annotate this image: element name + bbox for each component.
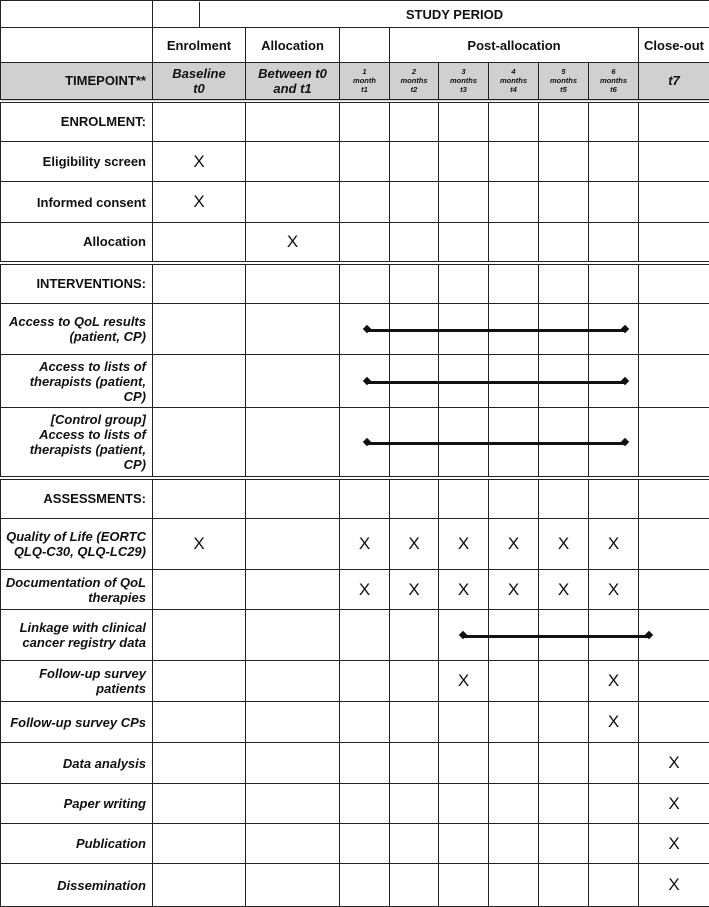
row-label: Allocation	[1, 223, 153, 263]
schedule-cell	[589, 702, 639, 743]
schedule-cell	[539, 478, 589, 519]
timepoint-7	[589, 63, 639, 101]
timepoint-5	[489, 63, 539, 101]
mark-x: X	[668, 875, 680, 894]
schedule-cell	[390, 263, 439, 304]
schedule-cell	[390, 519, 439, 570]
mark-x: X	[668, 793, 680, 813]
schedule-cell	[246, 661, 340, 702]
schedule-cell	[589, 784, 639, 824]
schedule-cell	[340, 610, 390, 661]
schedule-cell	[153, 661, 246, 702]
row-label: Linkage with clinical cancer registry data	[1, 610, 153, 661]
timepoint-text: t1	[361, 85, 368, 95]
schedule-cell	[589, 263, 639, 304]
schedule-cell	[153, 223, 246, 263]
schedule-cell	[539, 182, 589, 223]
schedule-cell	[489, 519, 539, 570]
table-row	[1, 570, 709, 610]
schedule-cell	[246, 824, 340, 864]
schedule-cell	[153, 142, 246, 182]
schedule-cell	[489, 824, 539, 864]
schedule-cell	[390, 702, 439, 743]
timepoint-text: 3	[461, 67, 466, 77]
schedule-cell	[246, 570, 340, 610]
mark-x: X	[557, 579, 570, 599]
timepoint-6	[539, 63, 589, 101]
timepoint-3	[390, 63, 439, 101]
timepoint-1	[246, 63, 340, 101]
table-row	[1, 263, 709, 304]
row-label: Follow-up survey patients	[1, 661, 153, 702]
schedule-cell	[340, 864, 390, 907]
schedule-cell	[246, 101, 340, 142]
duration-bar	[367, 381, 625, 384]
duration-bar	[367, 329, 625, 332]
mark-x: X	[607, 534, 620, 553]
schedule-cell	[390, 101, 439, 142]
table-row	[1, 182, 709, 223]
schedule-cell	[439, 101, 489, 142]
schedule-cell	[246, 702, 340, 743]
schedule-cell	[153, 824, 246, 864]
schedule-cell	[539, 519, 589, 570]
mark-x: X	[193, 192, 205, 211]
schedule-cell	[639, 661, 709, 702]
schedule-cell	[246, 784, 340, 824]
timepoint-text: t5	[560, 85, 567, 95]
schedule-cell	[589, 824, 639, 864]
table-row	[1, 864, 709, 907]
timepoint-text: months	[549, 76, 578, 86]
schedule-cell	[489, 661, 539, 702]
schedule-cell	[539, 142, 589, 182]
schedule-cell	[153, 702, 246, 743]
schedule-cell	[639, 519, 709, 570]
schedule-cell	[539, 743, 589, 784]
schedule-cell	[390, 661, 439, 702]
schedule-cell	[390, 864, 439, 907]
schedule-cell	[489, 142, 539, 182]
schedule-cell	[639, 408, 709, 478]
schedule-cell	[340, 101, 390, 142]
phase-enrolment: Enrolment	[153, 28, 246, 63]
phase-post-allocation: Post-allocation	[390, 28, 639, 63]
timepoint-text: t7	[668, 73, 680, 89]
schedule-cell	[489, 864, 539, 907]
schedule-cell	[340, 182, 390, 223]
schedule-cell	[153, 610, 246, 661]
schedule-cell	[153, 743, 246, 784]
row-label: Follow-up survey CPs	[1, 702, 153, 743]
timepoint-text: months	[449, 76, 478, 86]
row-label: ASSESSMENTS:	[1, 478, 153, 519]
schedule-cell	[153, 519, 246, 570]
timepoint-0	[153, 63, 246, 101]
schedule-cell	[153, 355, 246, 408]
row-label: Dissemination	[1, 864, 153, 907]
timepoint-text: Baseline	[172, 65, 226, 81]
row-label: Documentation of QoL therapies	[1, 570, 153, 610]
schedule-cell	[539, 570, 589, 610]
schedule-cell	[390, 743, 439, 784]
schedule-cell	[639, 263, 709, 304]
schedule-cell	[639, 824, 709, 864]
schedule-cell	[439, 702, 489, 743]
schedule-cell	[246, 478, 340, 519]
schedule-cell	[390, 142, 439, 182]
schedule-cell	[246, 610, 340, 661]
row-label: Paper writing	[1, 784, 153, 824]
schedule-cell	[246, 304, 340, 355]
mark-x: X	[408, 579, 420, 599]
row-label: Access to QoL results (patient, CP)	[1, 304, 153, 355]
mark-x: X	[507, 579, 520, 599]
schedule-cell	[246, 408, 340, 478]
timepoint-text: t0	[193, 80, 205, 96]
mark-x: X	[286, 231, 299, 251]
timepoint-text: months	[499, 76, 528, 86]
schedule-cell	[246, 182, 340, 223]
schedule-cell	[340, 142, 390, 182]
schedule-cell	[153, 263, 246, 304]
row-label: Eligibility screen	[1, 142, 153, 182]
schedule-cell	[390, 610, 439, 661]
schedule-cell	[489, 743, 539, 784]
schedule-cell	[489, 570, 539, 610]
table-row	[1, 519, 709, 570]
schedule-cell	[439, 263, 489, 304]
schedule-cell	[589, 223, 639, 263]
timepoint-text: t3	[460, 85, 467, 95]
schedule-cell	[539, 223, 589, 263]
schedule-cell	[539, 864, 589, 907]
schedule-cell	[489, 784, 539, 824]
mark-x: X	[607, 579, 620, 599]
schedule-cell	[390, 182, 439, 223]
timepoint-8	[639, 63, 709, 101]
schedule-cell	[639, 784, 709, 824]
schedule-cell	[340, 661, 390, 702]
timepoint-text: 4	[511, 67, 516, 77]
row-label: Access to lists of therapists (patient, CP)	[1, 355, 153, 408]
schedule-cell	[589, 478, 639, 519]
schedule-cell	[589, 743, 639, 784]
schedule-cell	[246, 223, 340, 263]
schedule-cell	[153, 101, 246, 142]
mark-x: X	[557, 534, 570, 553]
table-row	[1, 784, 709, 824]
duration-bar	[367, 442, 625, 445]
schedule-cell	[439, 661, 489, 702]
schedule-cell	[589, 142, 639, 182]
schedule-cell	[439, 478, 489, 519]
schedule-cell	[489, 223, 539, 263]
table-row	[1, 101, 709, 142]
row-label: Quality of Life (EORTC QLQ-C30, QLQ-LC29)	[1, 519, 153, 570]
timepoint-text: t2	[410, 85, 418, 95]
timepoint-text: 2	[411, 67, 417, 77]
schedule-cell	[439, 743, 489, 784]
timepoint-text: Between t0	[258, 65, 327, 81]
schedule-cell	[340, 702, 390, 743]
schedule-cell	[539, 101, 589, 142]
schedule-cell	[340, 743, 390, 784]
schedule-cell	[439, 570, 489, 610]
row-label: Publication	[1, 824, 153, 864]
schedule-cell	[639, 355, 709, 408]
schedule-cell	[153, 408, 246, 478]
schedule-cell	[439, 142, 489, 182]
schedule-cell	[639, 478, 709, 519]
row-label: INTERVENTIONS:	[1, 263, 153, 304]
mark-x: X	[668, 833, 680, 853]
mark-x: X	[408, 534, 420, 553]
schedule-cell	[340, 519, 390, 570]
schedule-cell	[539, 702, 589, 743]
timepoint-text: 5	[561, 67, 566, 77]
schedule-cell	[153, 570, 246, 610]
schedule-cell	[246, 519, 340, 570]
schedule-cell	[153, 182, 246, 223]
phase-close-out: Close-out	[639, 28, 709, 63]
timepoint-text: and t1	[273, 80, 312, 96]
row-label: Informed consent	[1, 182, 153, 223]
schedule-cell	[340, 570, 390, 610]
mark-x: X	[193, 534, 205, 553]
schedule-cell	[439, 784, 489, 824]
schedule-cell	[639, 743, 709, 784]
mark-x: X	[457, 671, 470, 690]
schedule-cell	[489, 263, 539, 304]
phase-allocation: Allocation	[246, 28, 340, 63]
corner-cell	[1, 1, 153, 28]
timepoint-text: 6	[611, 67, 616, 77]
schedule-cell	[439, 864, 489, 907]
table-row	[1, 223, 709, 263]
schedule-cell	[489, 182, 539, 223]
table-row	[1, 824, 709, 864]
timepoint-text: t6	[610, 85, 617, 95]
schedule-cell	[439, 519, 489, 570]
schedule-cell	[340, 784, 390, 824]
schedule-cell	[589, 864, 639, 907]
schedule-cell	[153, 864, 246, 907]
schedule-cell	[390, 478, 439, 519]
schedule-cell	[246, 142, 340, 182]
schedule-cell	[153, 478, 246, 519]
timepoint-2	[340, 63, 390, 101]
timepoint-text: months	[400, 76, 428, 86]
schedule-cell	[246, 743, 340, 784]
table-row	[1, 142, 709, 182]
schedule-cell	[246, 263, 340, 304]
schedule-cell	[246, 355, 340, 408]
schedule-cell	[489, 101, 539, 142]
schedule-cell	[153, 784, 246, 824]
row-label: Data analysis	[1, 743, 153, 784]
row-label: ENROLMENT:	[1, 101, 153, 142]
timepoint-text: month	[353, 76, 376, 86]
schedule-cell	[589, 182, 639, 223]
schedule-cell	[539, 824, 589, 864]
mark-x: X	[668, 753, 680, 772]
study-period-heading: STUDY PERIOD	[405, 6, 504, 22]
mark-x: X	[607, 671, 620, 690]
schedule-cell	[390, 223, 439, 263]
row-label: [Control group] Access to lists of therapists (patient, CP)	[1, 408, 153, 478]
schedule-cell	[489, 702, 539, 743]
schedule-cell	[539, 784, 589, 824]
schedule-cell	[390, 784, 439, 824]
schedule-cell	[589, 661, 639, 702]
schedule-cell	[539, 661, 589, 702]
table-row	[1, 478, 709, 519]
schedule-cell	[539, 263, 589, 304]
schedule-cell	[390, 824, 439, 864]
mark-x: X	[358, 534, 371, 553]
table-row	[1, 743, 709, 784]
mark-x: X	[607, 712, 620, 731]
schedule-cell	[589, 570, 639, 610]
timepoint-text: 1	[362, 67, 367, 77]
schedule-cell	[639, 864, 709, 907]
timepoint-text: t4	[510, 85, 517, 95]
schedule-cell	[340, 478, 390, 519]
schedule-cell	[340, 824, 390, 864]
schedule-cell	[153, 304, 246, 355]
mark-x: X	[457, 579, 470, 599]
schedule-cell	[639, 570, 709, 610]
timepoint-text: months	[599, 76, 628, 86]
schedule-cell	[439, 223, 489, 263]
mark-x: X	[358, 579, 371, 599]
timepoint-label: TIMEPOINT**	[1, 63, 153, 101]
schedule-cell	[439, 824, 489, 864]
mark-x: X	[507, 534, 520, 553]
schedule-cell	[639, 223, 709, 263]
schedule-cell	[439, 182, 489, 223]
schedule-cell	[246, 864, 340, 907]
schedule-cell	[639, 702, 709, 743]
table-row	[1, 661, 709, 702]
schedule-cell	[639, 142, 709, 182]
table-row	[1, 702, 709, 743]
schedule-cell	[639, 101, 709, 142]
timepoint-4	[439, 63, 489, 101]
duration-bar	[463, 635, 649, 638]
schedule-cell	[589, 519, 639, 570]
schedule-cell	[639, 182, 709, 223]
mark-x: X	[193, 151, 205, 171]
schedule-cell	[390, 570, 439, 610]
schedule-cell	[340, 263, 390, 304]
schedule-cell	[589, 101, 639, 142]
schedule-cell	[639, 304, 709, 355]
schedule-cell	[489, 478, 539, 519]
mark-x: X	[457, 534, 470, 553]
schedule-cell	[340, 223, 390, 263]
